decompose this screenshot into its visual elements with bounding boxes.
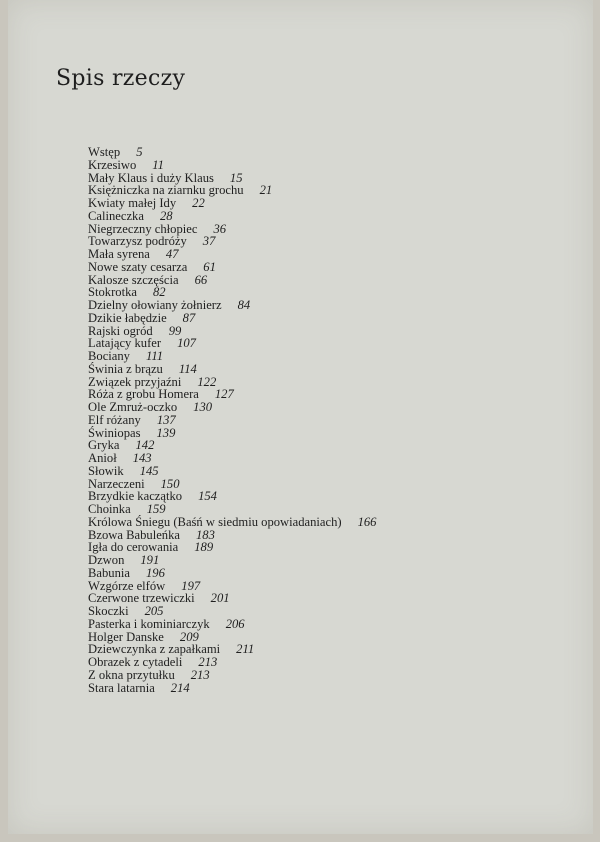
toc-entry-page: 122 (197, 374, 217, 389)
toc-entry-page: 111 (145, 349, 164, 363)
toc-entry-page: 5 (136, 145, 143, 159)
toc-entry-page: 183 (195, 527, 215, 542)
toc-entry-page: 142 (135, 438, 155, 453)
toc-entry-title: Pasterka i kominiarczyk (88, 616, 210, 631)
toc-entry (88, 682, 376, 695)
toc-entry-title: Towarzysz podróży (88, 234, 187, 249)
toc-entry-page: 213 (190, 667, 210, 682)
toc-entry-title: Z okna przytułku (88, 667, 175, 682)
toc-entry-page: 84 (237, 298, 251, 312)
toc-entry-title: Stokrotka (88, 285, 137, 300)
toc-entry-title: Brzydkie kaczątko (88, 489, 183, 504)
toc-entry-title: Róża z grobu Homera (88, 387, 199, 402)
toc-entry-title: Związek przyjaźni (88, 374, 182, 389)
toc-entry-page: 209 (179, 629, 199, 644)
page-title: Spis rzeczy (56, 66, 186, 91)
toc-entry-page: 206 (225, 616, 245, 631)
toc-entry-title: Igła do cerowania (88, 540, 179, 555)
toc-entry-page: 189 (194, 540, 214, 555)
toc-entry-page: 139 (156, 425, 176, 440)
toc-entry-page: 145 (139, 463, 159, 478)
toc-entry-page: 99 (168, 323, 182, 338)
toc-entry-title: Dzielny ołowiany żołnierz (88, 298, 222, 312)
toc-entry-title: Królowa Śniegu (Baśń w siedmiu opowiadaniach) (88, 514, 342, 529)
toc-entry-page: 143 (132, 451, 152, 465)
toc-entry-title: Czerwone trzewiczki (88, 591, 195, 606)
toc-entry-title: Księżniczka na ziarnku grochu (88, 183, 244, 198)
toc-entry-title: Dzwon (88, 553, 125, 567)
toc-entry-title: Choinka (88, 502, 131, 516)
toc-entry (88, 337, 376, 350)
toc-entry-page: 154 (198, 489, 217, 504)
toc-entry-page: 213 (198, 655, 218, 669)
table-of-contents (88, 146, 376, 694)
toc-entry-title: Gryka (88, 438, 120, 453)
toc-entry-title: Mały Klaus i duży Klaus (88, 170, 214, 185)
toc-entry-title: Mała syrena (88, 247, 150, 261)
toc-entry-title: Dziewczynka z zapałkami (88, 642, 221, 657)
toc-entry-title: Calineczka (88, 208, 144, 223)
toc-entry-page: 36 (213, 221, 227, 236)
toc-entry-title: Dzikie łabędzie (88, 310, 167, 325)
toc-entry-page: 214 (170, 680, 190, 695)
toc-entry-page: 82 (152, 285, 166, 300)
toc-entry-page: 47 (165, 247, 179, 261)
toc-entry-title: Elf różany (88, 412, 141, 427)
toc-entry-title: Nowe szaty cesarza (88, 259, 188, 274)
toc-entry-page: 205 (144, 604, 164, 618)
toc-entry-page: 197 (181, 578, 201, 593)
toc-entry-page: 201 (210, 591, 230, 606)
toc-entry-page: 22 (192, 196, 205, 210)
toc-entry-page: 61 (203, 259, 216, 274)
toc-entry-title: Rajski ogród (88, 323, 153, 338)
toc-entry-page: 28 (159, 208, 173, 223)
toc-entry-title: Latający kufer (88, 336, 162, 351)
toc-entry-title: Holger Danske (88, 629, 164, 644)
toc-entry-page: 191 (140, 553, 160, 567)
toc-entry-page: 196 (145, 565, 165, 580)
toc-entry (88, 541, 376, 554)
toc-entry-title: Bzowa Babuleńka (88, 527, 180, 542)
toc-entry-page: 211 (236, 642, 255, 657)
toc-entry-page: 166 (357, 514, 377, 529)
toc-entry-title: Kalosze szczęścia (88, 272, 179, 287)
toc-entry-title: Babunia (88, 565, 130, 580)
toc-entry-page: 15 (229, 170, 243, 185)
toc-entry-page: 137 (156, 412, 176, 427)
toc-entry-title: Kwiaty małej Idy (88, 196, 177, 210)
toc-entry (88, 439, 376, 452)
toc-entry-title: Ole Zmruż-oczko (88, 400, 178, 414)
toc-entry-page: 130 (193, 400, 213, 414)
toc-entry-page: 11 (152, 157, 164, 172)
toc-entry (88, 427, 376, 440)
toc-entry-title: Stara latarnia (88, 680, 155, 695)
toc-entry-title: Wstęp (88, 145, 121, 159)
toc-entry-title: Krzesiwo (88, 157, 137, 172)
toc-entry-title: Bociany (88, 349, 130, 363)
toc-entry-title: Słowik (88, 463, 124, 478)
toc-entry-title: Świnia z brązu (88, 361, 163, 376)
toc-entry-page: 107 (177, 336, 196, 351)
toc-entry-title: Wzgórze elfów (88, 578, 166, 593)
toc-entry-page: 87 (182, 310, 196, 325)
toc-entry-page: 159 (146, 502, 166, 516)
toc-entry (88, 554, 376, 567)
toc-entry-page: 66 (194, 272, 208, 287)
toc-entry-page: 127 (214, 387, 234, 402)
toc-entry (88, 490, 376, 503)
toc-entry (88, 452, 376, 465)
toc-entry-page: 150 (160, 476, 180, 491)
toc-entry-title: Obrazek z cytadeli (88, 655, 183, 669)
toc-entry-title: Anioł (88, 451, 117, 465)
toc-entry-page: 37 (202, 234, 216, 249)
toc-entry-title: Świniopas (88, 425, 141, 440)
toc-entry-page: 114 (178, 361, 197, 376)
toc-entry-title: Narzeczeni (88, 476, 145, 491)
toc-entry-title: Niegrzeczny chłopiec (88, 221, 198, 236)
toc-entry-title: Skoczki (88, 604, 129, 618)
book-page (8, 0, 593, 834)
toc-entry (88, 592, 376, 605)
toc-entry-page: 21 (259, 183, 273, 198)
